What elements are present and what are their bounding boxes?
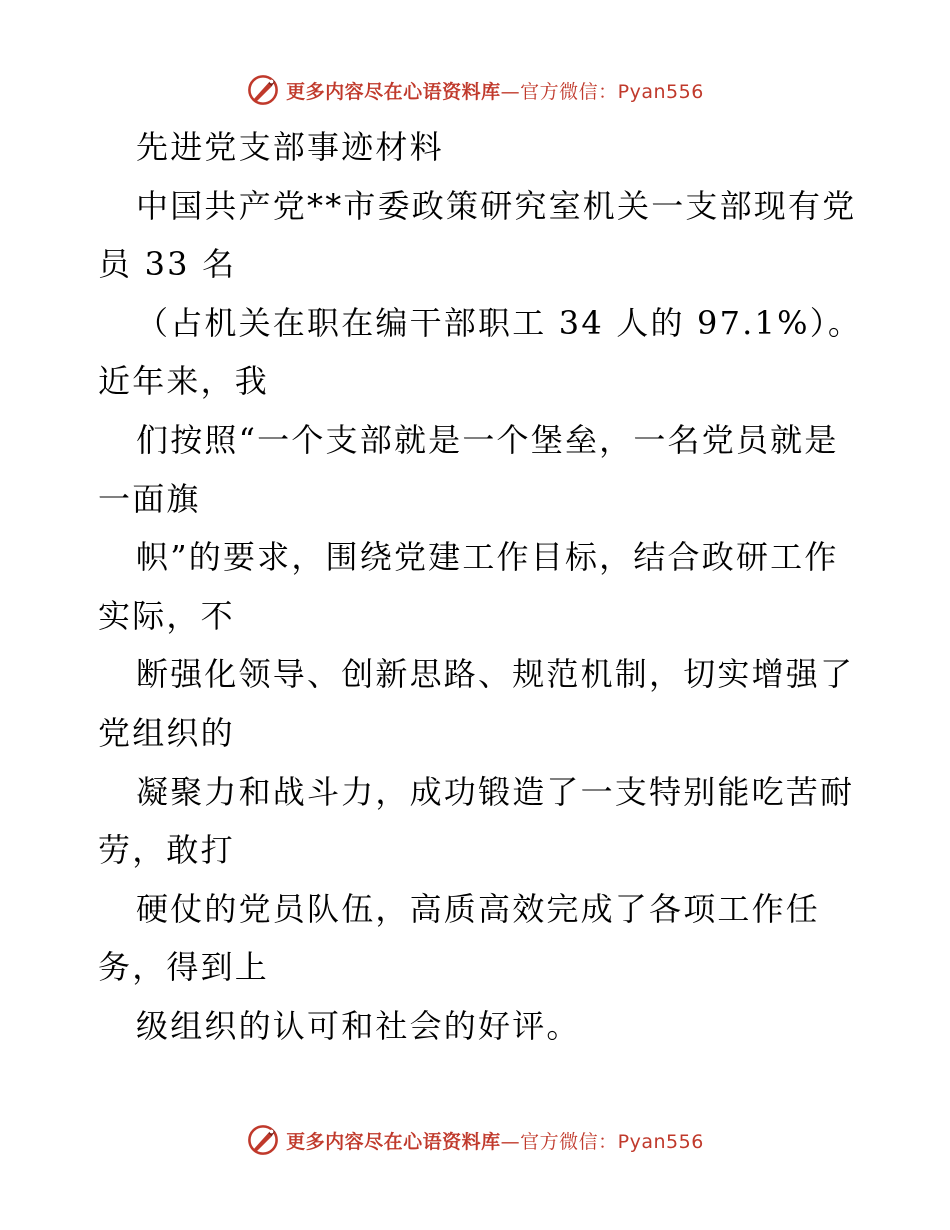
pen-circle-logo-icon	[246, 1123, 280, 1157]
document-body	[98, 118, 863, 1056]
paragraph-line: 级组织的认可和社会的好评。	[136, 1006, 581, 1045]
header-banner-text	[286, 77, 704, 104]
paragraph-line: 帜”的要求，围绕党建工作目标，结合政研工作	[136, 538, 839, 577]
paragraph-line: 中国共产党**市委政策研究室机关一支部现有党	[136, 186, 857, 225]
header-banner-wechat-text: 官方微信：Pyan556	[520, 80, 704, 103]
paragraph-line: 断强化领导、创新思路、规范机制，切实增强了	[136, 655, 855, 694]
footer-banner-main-text: 更多内容尽在心语资料库	[286, 1130, 501, 1153]
paragraph-line: 劳，敢打	[98, 831, 235, 870]
pen-circle-logo-icon	[246, 73, 280, 107]
paragraph-line: 员 33 名	[98, 245, 237, 284]
paragraph-line: 党组织的	[98, 713, 235, 752]
header-banner	[0, 70, 950, 110]
paragraph-line: 们按照“一个支部就是一个堡垒，一名党员就是	[136, 420, 839, 459]
footer-banner-text	[286, 1127, 704, 1154]
footer-banner-dash: —	[500, 1130, 521, 1153]
paragraph-line: 硬仗的党员队伍，高质高效完成了各项工作任	[136, 889, 821, 928]
paragraph-line: 务，得到上	[98, 948, 270, 987]
footer-banner	[0, 1120, 950, 1160]
paragraph-line: 实际，不	[98, 596, 235, 635]
paragraph-line: 一面旗	[98, 479, 201, 518]
paragraph-line: 近年来，我	[98, 362, 270, 401]
paragraph-line: 凝聚力和战斗力，成功锻造了一支特别能吃苦耐	[136, 772, 855, 811]
header-banner-dash: —	[500, 80, 521, 103]
footer-banner-content	[246, 1123, 704, 1157]
paragraph-line: （占机关在职在编干部职工 34 人的 97.1%）。	[136, 303, 863, 342]
document-title: 先进党支部事迹材料	[136, 128, 444, 166]
header-banner-content	[246, 73, 704, 107]
header-banner-main-text: 更多内容尽在心语资料库	[286, 80, 501, 103]
footer-banner-wechat-text: 官方微信：Pyan556	[520, 1130, 704, 1153]
